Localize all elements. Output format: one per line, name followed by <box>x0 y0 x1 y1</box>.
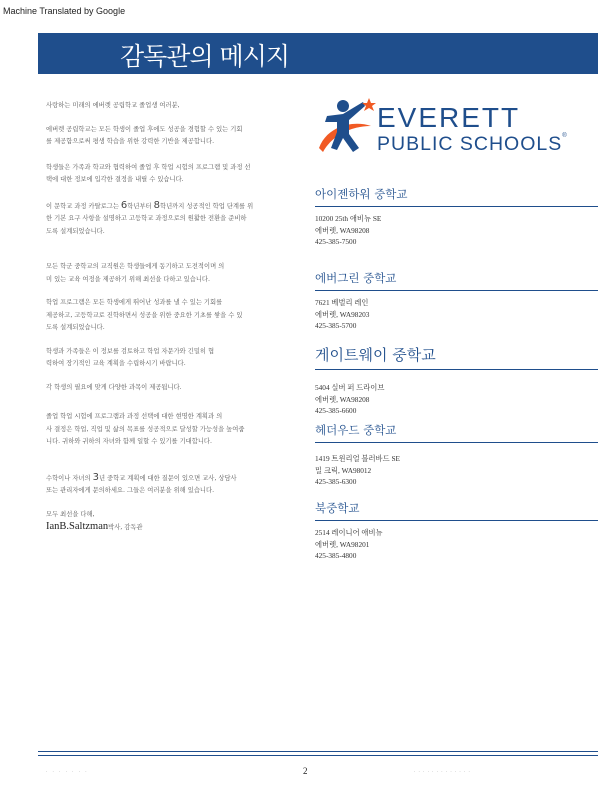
school-name: 아이젠하워 중학교 <box>315 186 598 207</box>
letter-line: 제공하고, 고등학교로 진학하면서 성공을 위한 중요한 기초를 쌓을 수 있 <box>46 311 243 319</box>
logo-text-line2: PUBLIC SCHOOLS <box>377 133 563 155</box>
letter-line: 또는 관리자에게 문의하세요. 그들은 여러분을 위해 있습니다. <box>46 487 215 494</box>
letter-text: 수학이나 자녀의 <box>46 474 93 482</box>
letter-line: 를 제공함으로써 평생 학습을 위한 강력한 기반을 제공합니다. <box>46 138 215 145</box>
address-city: 에버렛, WA98208 <box>315 225 370 235</box>
letter-paragraph-catalog <box>46 200 294 214</box>
letter-line: 학업 프로그램은 모든 학생에게 뛰어난 성과를 낼 수 있는 기회를 <box>46 299 223 306</box>
school-address <box>315 297 598 332</box>
address-street: 7621 베벌리 레인 <box>315 298 369 307</box>
letter-text: 년 중학교 계획에 대한 질문이 있으면 교사, 상담사 <box>98 474 237 482</box>
letter-line: 학생들은 가족과 학교와 협력하여 졸업 후 학업 시험의 프로그램 및 과정 선 <box>46 163 251 171</box>
letter-line: 택에 대한 정보에 입각한 결정을 내릴 수 있습니다. <box>46 176 184 183</box>
address-city: 밀 크릭, WA98012 <box>315 465 372 475</box>
letter-line: 미 있는 교육 여정을 제공하기 위해 최선을 다하고 있습니다. <box>46 275 211 283</box>
everett-public-schools-logo <box>313 96 573 166</box>
letter-closing: 모두 최선을 다해, <box>46 510 95 518</box>
letter-line: 각 학생의 필요에 맞게 다양한 과목이 제공됩니다. <box>46 383 182 391</box>
superintendent-letter <box>46 100 294 535</box>
letter-line: 력하여 장기적인 교육 계획을 수립하시기 바랍니다. <box>46 360 186 367</box>
letter-line: 졸업 학업 시험에 프로그램과 과정 선택에 대한 현명한 계획과 의 <box>46 413 223 420</box>
footer-right-text: · · · · · · · · · · · · · <box>414 769 471 774</box>
footer-rule <box>38 755 598 756</box>
grade-number: 6 <box>120 199 128 211</box>
school-entry <box>315 270 598 344</box>
title-banner <box>38 33 598 74</box>
letter-greeting: 사랑하는 미래의 에버렛 공립학교 졸업생 여러분, <box>46 102 180 109</box>
logo-figure-icon <box>313 96 377 160</box>
school-address <box>315 382 598 417</box>
school-entry <box>315 186 598 270</box>
letter-line: 모든 학군 중학교의 교직원은 학생들에게 동기하고 도전적이며 의 <box>46 263 225 270</box>
logo-text-everett: EVERETT <box>377 102 521 133</box>
letter-line: 도록 설계되었습니다. <box>46 227 105 235</box>
footer-left-text: · · · · · · · <box>46 769 89 774</box>
letter-line: 니다. 귀하와 귀하의 자녀와 함께 일할 수 있기를 기대합니다. <box>46 438 213 445</box>
year-number: 3 <box>92 471 99 483</box>
school-address <box>315 527 598 562</box>
address-phone: 425-385-6300 <box>315 477 357 486</box>
letter-line: 학생과 가족들은 이 정보를 검토하고 학업 자문가와 긴밀히 협 <box>46 347 215 355</box>
letter-line: 사 결정은 학업, 직업 및 삶의 목표를 성공적으로 달성할 가능성을 높여줍 <box>46 425 245 433</box>
school-address <box>315 453 598 488</box>
school-name: 에버그린 중학교 <box>315 270 598 291</box>
letter-line: 도록 설계되었습니다. <box>46 324 105 331</box>
school-name: 헤더우드 중학교 <box>315 422 598 443</box>
school-name: 게이트웨이 중학교 <box>315 344 598 370</box>
address-phone: 425-385-4800 <box>315 551 357 560</box>
page-title: 감독관의 메시지 <box>120 42 289 71</box>
address-city: 에버렛, WA98208 <box>315 394 370 404</box>
letter-line: 에버렛 공립학교는 모든 학생이 졸업 후에도 성공을 경험할 수 있는 기회 <box>46 125 243 133</box>
footer-rule <box>38 751 598 752</box>
school-list <box>315 186 598 562</box>
registered-mark: ® <box>562 133 568 139</box>
letter-text: 학년까지 성공적인 학업 단계를 위 <box>160 202 254 210</box>
letter-text: 이 문학교 과정 카탈로그는 <box>46 202 121 210</box>
address-city: 에버렛, WA98203 <box>315 309 370 319</box>
address-phone: 425-385-5700 <box>315 321 357 330</box>
grade-number: 8 <box>153 199 161 211</box>
school-entry <box>315 344 598 422</box>
address-street: 5404 실버 퍼 드라이브 <box>315 383 385 392</box>
address-street: 1419 트윈리얼 블러바드 SE <box>315 454 400 463</box>
signature <box>46 521 294 535</box>
signature-title: 박사, 감독관 <box>108 524 143 531</box>
letter-paragraph-questions <box>46 472 294 486</box>
address-city: 에버렛, WA98201 <box>315 539 370 549</box>
school-name: 북중학교 <box>315 500 598 521</box>
letter-line: 한 기본 요구 사항을 설명하고 고등학교 과정으로의 원활한 전환을 준비하 <box>46 215 247 222</box>
address-street: 2514 레이니어 애비뉴 <box>315 528 383 537</box>
signature-name: IanB.Saltzman <box>46 521 109 532</box>
page-number: 2 <box>303 766 308 776</box>
school-entry <box>315 422 598 500</box>
address-phone: 425-385-7500 <box>315 237 357 246</box>
letter-text: 학년부터 <box>127 202 154 210</box>
address-phone: 425-385-6600 <box>315 406 357 415</box>
logo-text-public-schools <box>377 133 568 156</box>
machine-translated-label: Machine Translated by Google <box>3 6 126 16</box>
address-street: 10200 25th 애비뉴 SE <box>315 214 382 223</box>
school-entry <box>315 500 598 562</box>
school-address <box>315 213 598 248</box>
